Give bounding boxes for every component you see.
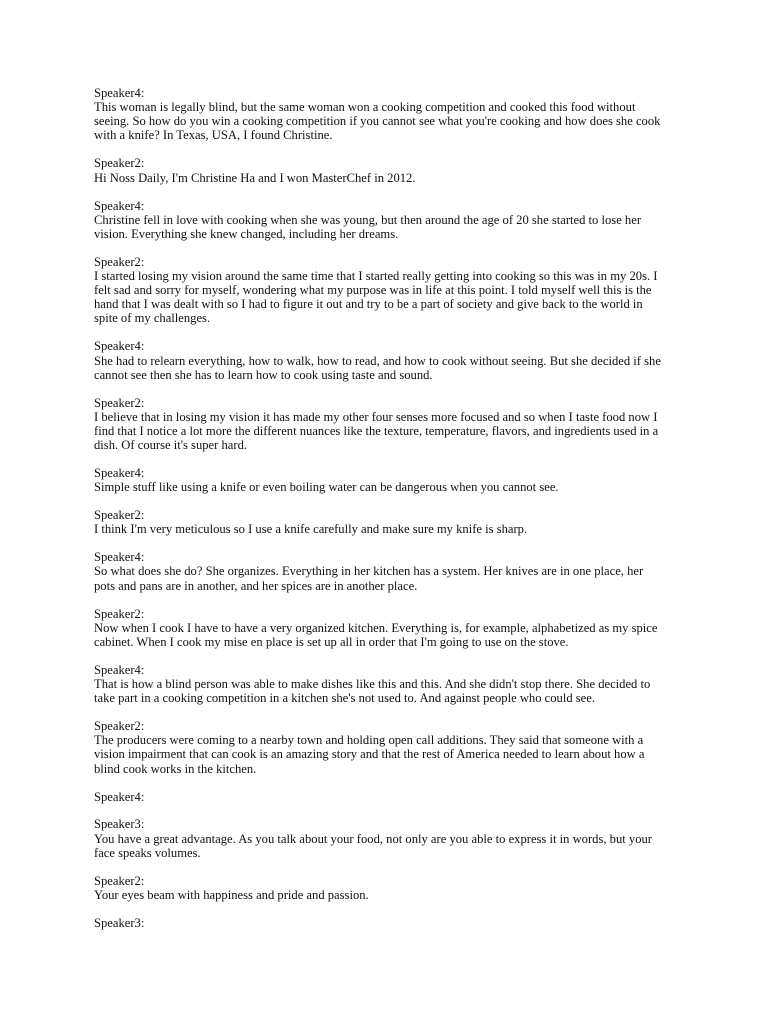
transcript-entry bbox=[94, 550, 684, 592]
transcript-entry bbox=[94, 339, 684, 381]
utterance-line: Now when I cook I have to have a very organized kitchen. Everything is, for example, alphabetized as my spice bbox=[94, 620, 658, 635]
utterance-line: blind cook works in the kitchen. bbox=[94, 761, 257, 776]
speaker-label: Speaker2: bbox=[94, 395, 145, 410]
speaker-label: Speaker4: bbox=[94, 550, 145, 565]
utterance-line: cannot see then she has to learn how to cook using taste and sound. bbox=[94, 367, 433, 382]
speaker-label: Speaker2: bbox=[94, 873, 145, 888]
speaker-label: Speaker4: bbox=[94, 339, 145, 354]
speaker-label: Speaker3: bbox=[94, 817, 145, 832]
speaker-label: Speaker2: bbox=[94, 719, 145, 734]
utterance-line: spite of my challenges. bbox=[94, 311, 211, 326]
utterance-line: Hi Noss Daily, I'm Christine Ha and I won MasterChef in 2012. bbox=[94, 170, 416, 185]
utterance-line: with a knife? In Texas, USA, I found Christine. bbox=[94, 128, 333, 143]
transcript-page bbox=[94, 86, 684, 944]
transcript-entry bbox=[94, 156, 684, 184]
transcript-entry bbox=[94, 663, 684, 705]
transcript-entry bbox=[94, 916, 684, 930]
utterance-line: seeing. So how do you win a cooking competition if you cannot see what you're cooking and how does she cook bbox=[94, 114, 661, 129]
utterance-line: take part in a cooking competition in a kitchen she's not used to. And against people who could see. bbox=[94, 691, 596, 706]
utterance-line: I started losing my vision around the same time that I started really getting into cooking so this was in my 20s. I bbox=[94, 268, 658, 283]
utterance-line: I think I'm very meticulous so I use a knife carefully and make sure my knife is sharp. bbox=[94, 522, 528, 537]
utterance-line: This woman is legally blind, but the same woman won a cooking competition and cooked this food without bbox=[94, 100, 636, 115]
transcript-entry bbox=[94, 817, 684, 859]
transcript-entry bbox=[94, 396, 684, 453]
utterance-line: You have a great advantage. As you talk about your food, not only are you able to express it in words, but your bbox=[94, 831, 652, 846]
transcript-entry bbox=[94, 255, 684, 326]
utterance-line: That is how a blind person was able to make dishes like this and this. And she didn't stop there. She decided to bbox=[94, 676, 651, 691]
utterance-line: face speaks volumes. bbox=[94, 845, 201, 860]
transcript-entry bbox=[94, 719, 684, 776]
transcript-entry bbox=[94, 199, 684, 241]
speaker-label: Speaker2: bbox=[94, 156, 145, 171]
transcript-entry bbox=[94, 790, 684, 804]
utterance-line: hand that I was dealt with so I had to figure it out and try to be a part of society and give back to the world in bbox=[94, 297, 643, 312]
utterance-line: felt sad and sorry for myself, wondering what my purpose was in life at this point. I told myself well this is the bbox=[94, 283, 652, 298]
speaker-label: Speaker2: bbox=[94, 606, 145, 621]
utterance-line: She had to relearn everything, how to walk, how to read, and how to cook without seeing. But she decided if she bbox=[94, 353, 661, 368]
speaker-label: Speaker4: bbox=[94, 86, 145, 100]
transcript-entry bbox=[94, 874, 684, 902]
utterance-line: I believe that in losing my vision it has made my other four senses more focused and so when I taste food now I bbox=[94, 409, 658, 424]
utterance-line: vision impairment that can cook is an amazing story and that the rest of America needed to learn about how a bbox=[94, 747, 645, 762]
utterance-line: The producers were coming to a nearby town and holding open call additions. They said that someone with a bbox=[94, 733, 644, 748]
utterance-line: find that I notice a lot more the different nuances like the texture, temperature, flavors, and ingredients used in a bbox=[94, 423, 659, 438]
utterance-line: dish. Of course it's super hard. bbox=[94, 438, 248, 453]
utterance-line: vision. Everything she knew changed, including her dreams. bbox=[94, 226, 399, 241]
utterance-line: Your eyes beam with happiness and pride and passion. bbox=[94, 887, 369, 902]
speaker-label: Speaker3: bbox=[94, 915, 145, 930]
utterance-line: Christine fell in love with cooking when she was young, but then around the age of 20 she started to lose her bbox=[94, 212, 642, 227]
transcript-entry bbox=[94, 607, 684, 649]
speaker-label: Speaker4: bbox=[94, 198, 145, 213]
speaker-label: Speaker4: bbox=[94, 662, 145, 677]
utterance-line: pots and pans are in another, and her spices are in another place. bbox=[94, 578, 418, 593]
utterance-line: cabinet. When I cook my mise en place is set up all in order that I'm going to use on the stove. bbox=[94, 634, 569, 649]
speaker-label: Speaker2: bbox=[94, 254, 145, 269]
transcript-entry bbox=[94, 86, 684, 143]
utterance-line: Simple stuff like using a knife or even boiling water can be dangerous when you cannot see. bbox=[94, 480, 559, 495]
transcript-entry bbox=[94, 466, 684, 494]
speaker-label: Speaker4: bbox=[94, 789, 145, 804]
speaker-label: Speaker2: bbox=[94, 508, 145, 523]
utterance-line: So what does she do? She organizes. Everything in her kitchen has a system. Her knives are in one place, her bbox=[94, 564, 644, 579]
transcript-entry bbox=[94, 508, 684, 536]
speaker-label: Speaker4: bbox=[94, 466, 145, 481]
